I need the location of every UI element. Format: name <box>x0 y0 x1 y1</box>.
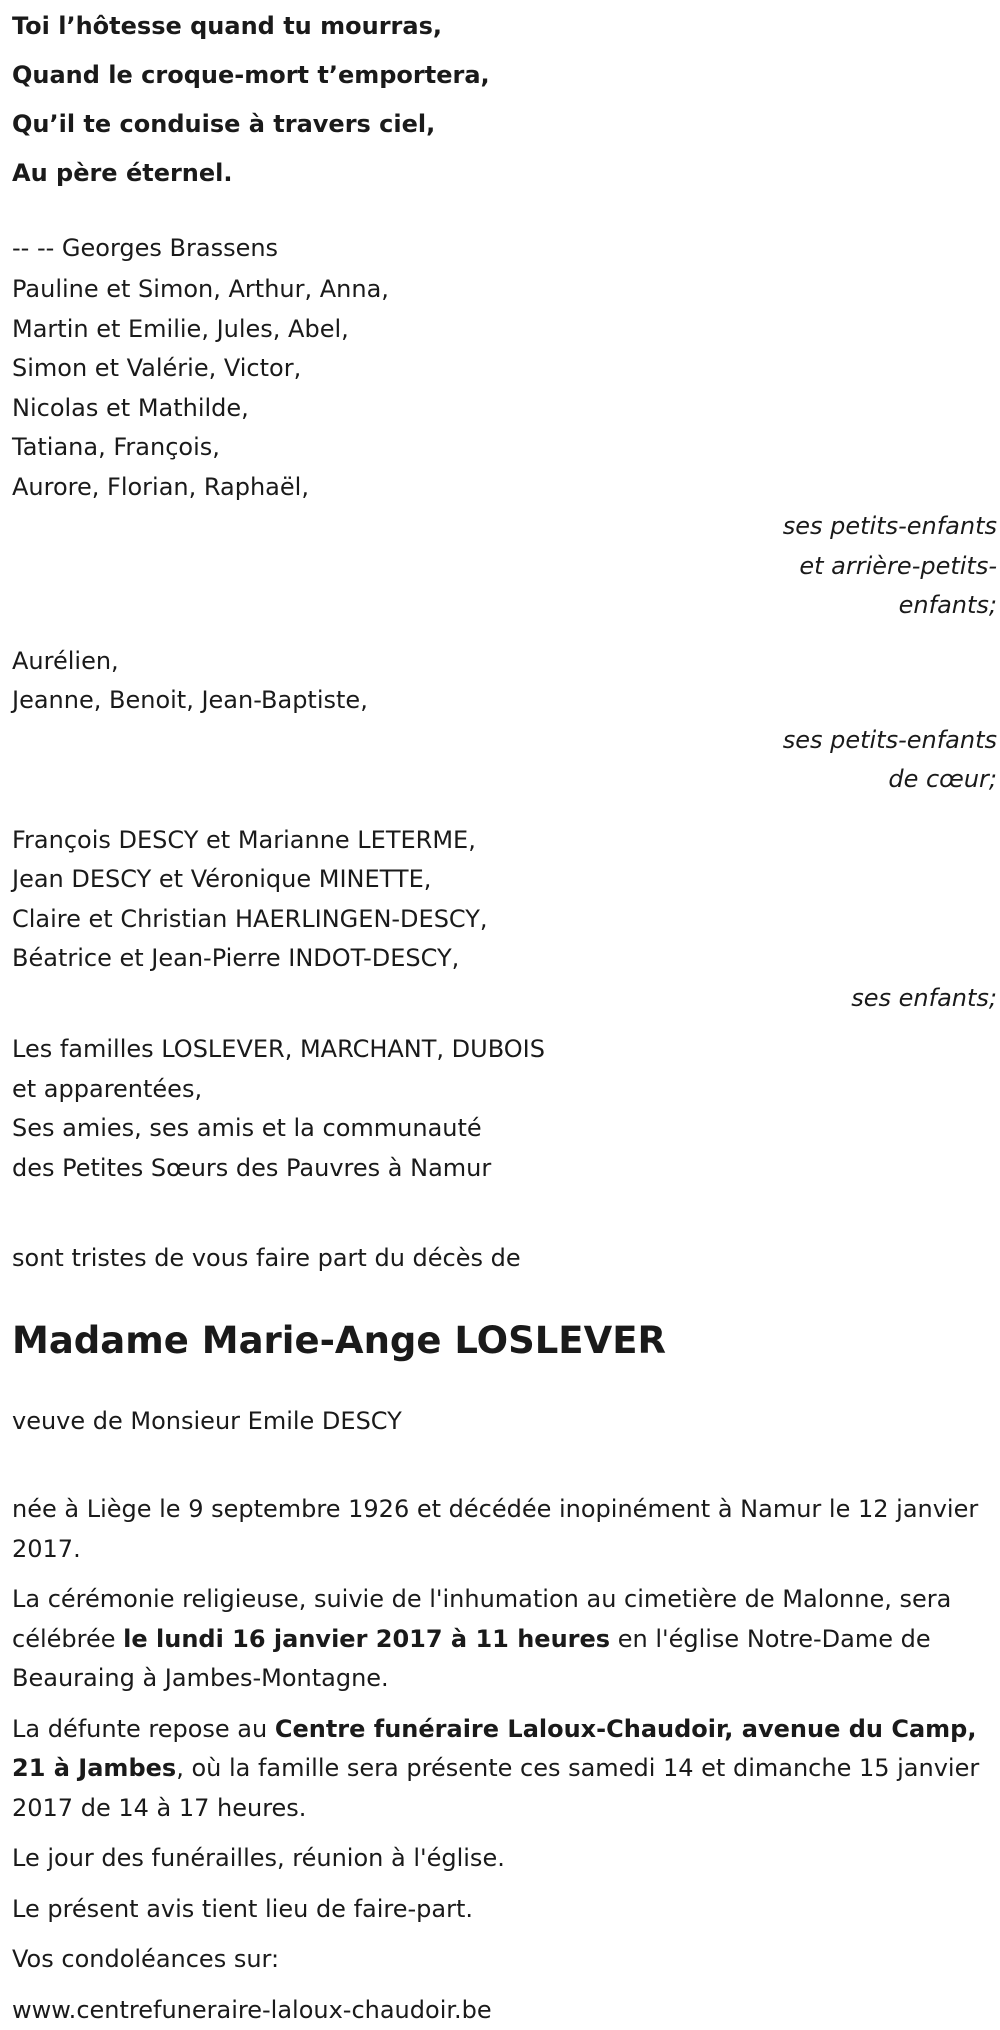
ceremony-date: le lundi 16 janvier 2017 à 11 heures <box>123 1625 610 1653</box>
funeral-home-address: Centre funéraire Laloux-Chaudoir, avenue du Camp, 21 à Jambes <box>12 1715 976 1783</box>
relation-line: et arrière-petits- <box>737 547 997 587</box>
announcement-text: sont tristes de vous faire part du décès de <box>12 1240 1000 1276</box>
obituary-notice <box>12 0 1000 2030</box>
family-group-children <box>12 821 997 1019</box>
family-name-line: François DESCY et Marianne LETERME, <box>12 821 997 861</box>
rest-paragraph <box>12 1710 1000 1829</box>
mourner-line: Les familles LOSLEVER, MARCHANT, DUBOIS <box>12 1030 997 1070</box>
family-name-line: Claire et Christian HAERLINGEN-DESCY, <box>12 900 997 940</box>
poem-line: Au père éternel. <box>12 149 1000 198</box>
relation-line: ses petits-enfants <box>737 721 997 761</box>
relation-label <box>737 721 997 800</box>
ceremony-location: en l'église Notre-Dame de Beauraing à Jambes-Montagne. <box>12 1625 931 1693</box>
mourner-line: et apparentées, <box>12 1070 997 1110</box>
family-name-line: Martin et Emilie, Jules, Abel, <box>12 310 997 350</box>
relation-label <box>737 979 997 1019</box>
funeral-home-website-link[interactable]: www.centrefuneraire-laloux-chaudoir.be <box>12 1991 1000 2030</box>
notice-paragraph: Le présent avis tient lieu de faire-part. <box>12 1890 1000 1930</box>
family-group-grandchildren <box>12 270 997 626</box>
mourner-line: Ses amies, ses amis et la communauté <box>12 1109 997 1149</box>
visiting-hours: , où la famille sera présente ces samedi 14 et dimanche 15 janvier 2017 de 14 à 17 heures. <box>12 1754 979 1822</box>
widow-of-text: veuve de Monsieur Emile DESCY <box>12 1403 1000 1439</box>
relation-line: ses enfants; <box>737 979 997 1019</box>
rest-text: La défunte repose au <box>12 1715 275 1743</box>
family-name-line: Jeanne, Benoit, Jean-Baptiste, <box>12 681 997 721</box>
family-name-line: Tatiana, François, <box>12 428 997 468</box>
family-name-line: Aurélien, <box>12 642 997 682</box>
relation-label <box>737 507 997 626</box>
condolences-label: Vos condoléances sur: <box>12 1940 1000 1980</box>
family-group-heart-grandchildren <box>12 642 997 800</box>
poem-line: Toi l’hôtesse quand tu mourras, <box>12 2 1000 51</box>
other-mourners <box>12 1030 997 1188</box>
deceased-name: Madame Marie-Ange LOSLEVER <box>12 1315 1000 1367</box>
family-name-line: Nicolas et Mathilde, <box>12 389 997 429</box>
family-name-line: Béatrice et Jean-Pierre INDOT-DESCY, <box>12 939 997 979</box>
family-name-line: Jean DESCY et Véronique MINETTE, <box>12 860 997 900</box>
family-name-line: Aurore, Florian, Raphaël, <box>12 468 997 508</box>
mourner-line: des Petites Sœurs des Pauvres à Namur <box>12 1149 997 1189</box>
poem-line: Qu’il te conduise à travers ciel, <box>12 100 1000 149</box>
poem-line: Quand le croque-mort t’emportera, <box>12 51 1000 100</box>
family-name-line: Simon et Valérie, Victor, <box>12 349 997 389</box>
relation-line: de cœur; <box>737 760 997 800</box>
ceremony-paragraph <box>12 1580 1000 1699</box>
funeral-day-paragraph: Le jour des funérailles, réunion à l'église. <box>12 1839 1000 1879</box>
birth-death-paragraph: née à Liège le 9 septembre 1926 et décédée inopinément à Namur le 12 janvier 2017. <box>12 1490 1000 1569</box>
poem-author: -- -- Georges Brassens <box>12 230 1000 266</box>
poem-quote <box>12 2 1000 198</box>
relation-line: enfants; <box>737 586 997 626</box>
relation-line: ses petits-enfants <box>737 507 997 547</box>
family-name-line: Pauline et Simon, Arthur, Anna, <box>12 270 997 310</box>
ceremony-text: La cérémonie religieuse, suivie de l'inhumation au cimetière de Malonne, sera célébrée <box>12 1585 951 1653</box>
